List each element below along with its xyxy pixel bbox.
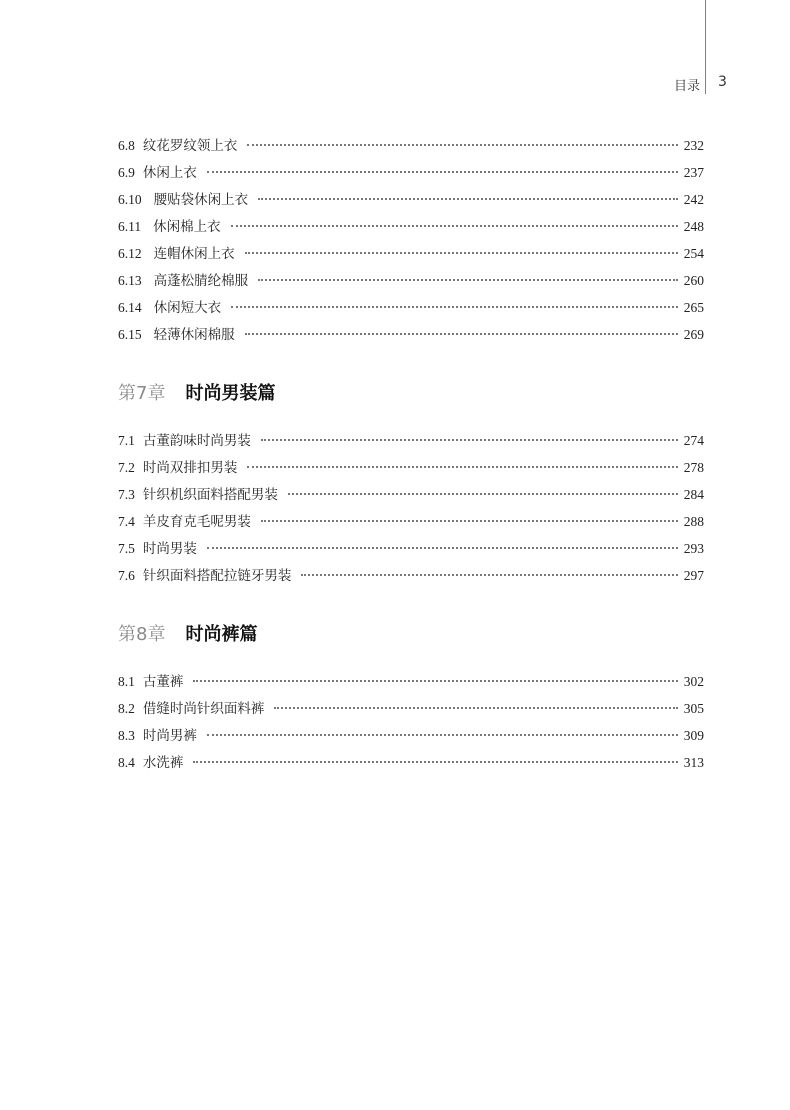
- toc-section-chapter-6: [118, 132, 704, 348]
- toc-entry[interactable]: [118, 240, 704, 267]
- entry-title: 腰贴袋休闲上衣: [153, 192, 249, 208]
- entry-title: 休闲棉上衣: [153, 219, 221, 235]
- entry-number: 7.2: [118, 460, 135, 475]
- toc-entry[interactable]: [118, 159, 704, 186]
- entry-page: 248: [683, 219, 704, 234]
- page-header: [0, 0, 790, 100]
- entry-page: 254: [683, 246, 704, 261]
- entry-number: 8.2: [118, 701, 135, 716]
- chapter-title: 时尚裤篇: [185, 624, 258, 645]
- entry-page: 269: [683, 327, 704, 342]
- entry-page: 293: [683, 541, 704, 556]
- entry-title: 针织面料搭配拉链牙男装: [142, 568, 292, 584]
- entry-number: 7.1: [118, 433, 135, 448]
- entry-page: 274: [683, 433, 704, 448]
- entry-title: 高蓬松腈纶棉服: [153, 273, 249, 289]
- dot-leader: [245, 251, 678, 254]
- entry-number: 7.6: [118, 568, 135, 583]
- chapter-heading[interactable]: [118, 379, 704, 411]
- entry-number: 6.8: [118, 138, 135, 153]
- toc-entry[interactable]: [118, 535, 704, 562]
- entry-title: 时尚男装: [142, 541, 197, 557]
- toc-entry[interactable]: [118, 186, 704, 213]
- entry-title: 休闲短大衣: [153, 300, 222, 316]
- dot-leader: [193, 760, 677, 763]
- toc-entry[interactable]: [118, 132, 704, 159]
- dot-leader: [193, 679, 677, 682]
- entry-number: 8.3: [118, 728, 135, 743]
- entry-number: 6.12: [118, 246, 142, 261]
- entry-page: 302: [683, 674, 704, 689]
- dot-leader: [245, 332, 678, 335]
- entry-number: 6.10: [118, 192, 142, 207]
- toc-entry[interactable]: [118, 562, 704, 589]
- toc-section-chapter-8: [118, 668, 704, 776]
- entry-number: 6.13: [118, 273, 142, 288]
- entry-title: 休闲上衣: [142, 165, 197, 181]
- toc-entry[interactable]: [118, 454, 704, 481]
- toc-entry[interactable]: [118, 695, 704, 722]
- entry-page: 305: [683, 701, 704, 716]
- entry-number: 6.14: [118, 300, 142, 315]
- dot-leader: [207, 170, 678, 173]
- entry-title: 纹花罗纹领上衣: [142, 138, 238, 154]
- entry-number: 6.11: [118, 219, 142, 234]
- entry-page: 309: [683, 728, 704, 743]
- entry-number: 8.1: [118, 674, 135, 689]
- dot-leader: [258, 278, 678, 281]
- entry-title: 连帽休闲上衣: [153, 246, 235, 262]
- table-of-contents: [118, 132, 704, 776]
- entry-title: 羊皮育克毛呢男装: [142, 514, 251, 530]
- toc-entry[interactable]: [118, 749, 704, 776]
- entry-page: 297: [683, 568, 704, 583]
- header-divider: [705, 0, 706, 94]
- entry-title: 时尚男裤: [142, 728, 197, 744]
- entry-page: 237: [683, 165, 704, 180]
- entry-number: 8.4: [118, 755, 135, 770]
- toc-entry[interactable]: [118, 213, 704, 240]
- entry-page: 260: [683, 273, 704, 288]
- page-number: 3: [718, 74, 727, 90]
- dot-leader: [274, 706, 677, 709]
- dot-leader: [288, 492, 678, 495]
- dot-leader: [261, 519, 678, 522]
- toc-entry[interactable]: [118, 267, 704, 294]
- toc-entry[interactable]: [118, 427, 704, 454]
- dot-leader: [231, 305, 678, 308]
- entry-page: 278: [683, 460, 704, 475]
- dot-leader: [247, 143, 677, 146]
- entry-title: 时尚双排扣男装: [142, 460, 238, 476]
- toc-entry[interactable]: [118, 321, 704, 348]
- entry-title: 水洗裤: [142, 755, 184, 771]
- toc-entry[interactable]: [118, 722, 704, 749]
- entry-number: 6.15: [118, 327, 142, 342]
- dot-leader: [301, 573, 677, 576]
- chapter-title: 时尚男装篇: [185, 383, 276, 404]
- chapter-label: 第8章: [118, 624, 166, 645]
- entry-number: 7.4: [118, 514, 135, 529]
- running-title: 目录: [673, 79, 700, 94]
- entry-page: 242: [683, 192, 704, 207]
- entry-page: 232: [683, 138, 704, 153]
- entry-page: 288: [683, 514, 704, 529]
- entry-page: 284: [683, 487, 704, 502]
- entry-title: 古董韵味时尚男装: [142, 433, 251, 449]
- entry-number: 7.5: [118, 541, 135, 556]
- entry-title: 古董裤: [142, 674, 184, 690]
- entry-page: 265: [683, 300, 704, 315]
- dot-leader: [247, 465, 677, 468]
- entry-number: 6.9: [118, 165, 135, 180]
- toc-section-chapter-7: [118, 427, 704, 589]
- toc-entry[interactable]: [118, 481, 704, 508]
- toc-entry[interactable]: [118, 508, 704, 535]
- entry-number: 7.3: [118, 487, 135, 502]
- dot-leader: [207, 733, 678, 736]
- dot-leader: [261, 438, 678, 441]
- dot-leader: [207, 546, 678, 549]
- entry-title: 针织机织面料搭配男装: [142, 487, 278, 503]
- dot-leader: [231, 224, 678, 227]
- chapter-label: 第7章: [118, 383, 166, 404]
- toc-entry[interactable]: [118, 294, 704, 321]
- dot-leader: [258, 197, 678, 200]
- entry-title: 借缝时尚针织面料裤: [142, 701, 265, 717]
- entry-page: 313: [683, 755, 704, 770]
- entry-title: 轻薄休闲棉服: [153, 327, 235, 343]
- toc-entry[interactable]: [118, 668, 704, 695]
- chapter-heading[interactable]: [118, 620, 704, 652]
